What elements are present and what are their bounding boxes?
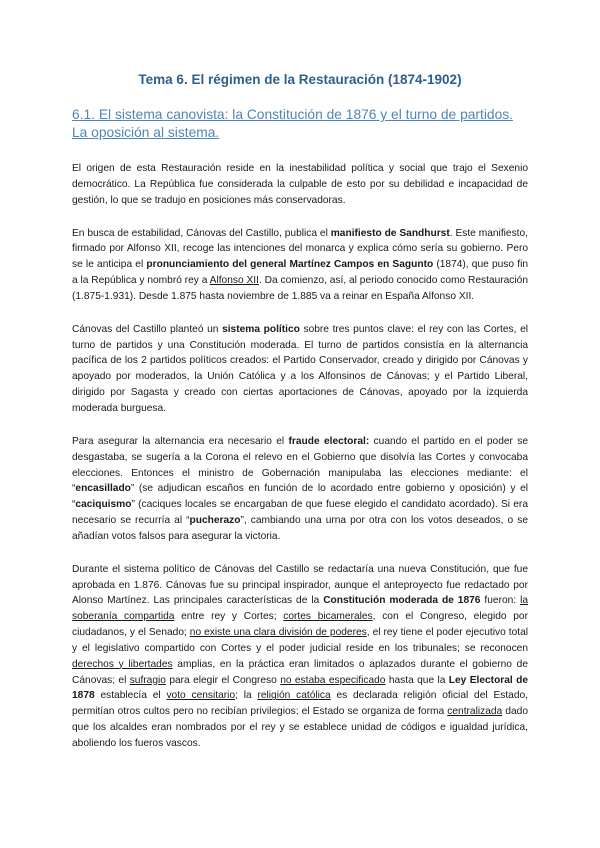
underlined-term: voto censitario	[166, 690, 236, 702]
paragraph-text: , el rey tiene el poder ejecutivo total y el legislativo compartido con Cortes y el poder judicial reside en los tribunales; se reconocen	[72, 627, 528, 654]
paragraph	[72, 226, 528, 305]
paragraph	[72, 562, 528, 752]
underlined-term: cortes bicamerales	[283, 611, 373, 623]
section-heading: 6.1. El sistema canovista: la Constitución de 1876 y el turno de partidos. La oposición al sistema.	[72, 107, 513, 140]
paragraph	[72, 434, 528, 545]
paragraph-text: Durante el sistema político de Cánovas del Castillo se redactaría una nueva Constitución, que fue aprobada en 1.876. Cánovas fue su principal inspirador, aunque el anteproyecto fue redactado por Alonso Martínez. Las principales características de la	[72, 563, 528, 607]
bold-term: pronunciamiento del general Martínez Campos en Sagunto	[146, 259, 434, 271]
underlined-term: centralizada	[447, 706, 503, 718]
underlined-term: derechos y libertades	[72, 658, 173, 670]
paragraph-text: El origen de esta Restauración reside en la inestabilidad política y social que trajo el Sexenio democrático. La República fue considerada la culpable de esto por su debilidad e incapacidad de gestión, lo que se tradujo en posiciones más conservadoras.	[72, 163, 528, 206]
bold-term: pucherazo	[189, 515, 241, 527]
underlined-term: sufragio	[129, 674, 166, 686]
bold-term: Ley Electoral de 1878	[72, 674, 529, 702]
bold-term: Constitución moderada de 1876	[323, 595, 481, 607]
document-title: Tema 6. El régimen de la Restauración (1874-1902)	[138, 72, 462, 87]
paragraph-text: ”, cambiando una urna por otra con los votos deseados, o se añadían votos falsos para asegurar la victoria.	[72, 515, 528, 542]
paragraph-text: Para asegurar la alternancia era necesario el	[72, 435, 289, 447]
paragraph-text: fueron:	[480, 595, 521, 607]
paragraph-text: es declarada religión oficial del Estado, permitían otros cultos pero no recibían privilegios; el Estado se organiza de forma	[72, 690, 528, 718]
underlined-term: la soberanía compartida	[72, 595, 528, 623]
paragraph-text: (1874), que puso fin a la República y nombró rey a	[72, 259, 528, 287]
bold-term: fraude electoral:	[288, 435, 370, 447]
paragraph-text: para elegir el Congreso	[165, 674, 281, 686]
bold-term: encasillado	[75, 483, 131, 495]
paragraph-text: Cánovas del Castillo planteó un	[72, 323, 223, 335]
paragraph-text: , con el Congreso, elegido por ciudadanos, y el Senado;	[72, 611, 528, 639]
paragraph-text: ; la	[235, 690, 258, 702]
paragraph-text: sobre tres puntos clave: el rey con las Cortes, el turno de partidos y una Constitución moderada. El turno de partidos consistía en la alternancia pacífica de los 2 partidos políticos creados: el Partido Conservador, creado y dirigido por Cánovas y apoyado por moderados, la Unión Católica y a los Alfonsinos de Cánovas; y el Partido Liberal, dirigido por Sagasta y creado con ciertas aportaciones de Cánovas, apoyado por la izquierda moderada burguesa.	[72, 323, 529, 414]
bold-term: manifiesto de Sandhurst	[330, 227, 450, 239]
paragraph-text: ” (caciques locales se encargaban de que fuese elegido el candidato acordado). Si era necesario se recurría al “	[72, 499, 528, 527]
paragraph	[72, 161, 528, 209]
paragraph-text: En busca de estabilidad, Cánovas del Castillo, publica el	[72, 227, 331, 239]
paragraph-text: ” (se adjudican escaños en función de lo acordado entre gobierno y oposición) y el “	[72, 483, 528, 511]
document-body	[72, 161, 528, 769]
underlined-term: no estaba especificado	[280, 674, 386, 686]
paragraph-text: amplias, en la práctica eran limitados o aplazados durante el gobierno de Cánovas; el	[72, 658, 528, 686]
paragraph-text: dado que los alcaldes eran nombrados por el rey y se establece unidad de códigos e igualdad jurídica, aboliendo los fueros vascos.	[72, 706, 528, 749]
underlined-term: Alfonso XII	[209, 275, 259, 287]
paragraph-text: . Da comienzo, así, al periodo conocido como Restauración (1.875-1.931). Desde 1.875 hasta noviembre de 1.885 va a reinar en España Alfonso XII.	[72, 275, 528, 302]
paragraph-text: establecía el	[94, 690, 167, 702]
paragraph	[72, 322, 528, 417]
underlined-term: no existe una clara división de poderes	[189, 627, 367, 639]
underlined-term: religión católica	[257, 690, 331, 702]
bold-term: caciquismo	[75, 499, 132, 511]
paragraph-text: entre rey y Cortes;	[174, 611, 284, 623]
bold-term: sistema político	[222, 323, 300, 335]
paragraph-text: cuando el partido en el poder se desgastaba, se sugería a la Corona el relevo en el Gobierno que disolvía las Cortes y convocaba elecciones. Entonces el ministro de Gobernación manipulaba las elecciones mediante: el “	[72, 435, 529, 495]
paragraph-text: . Este manifiesto, firmado por Alfonso XII, recoge las intenciones del monarca y explica cómo sería su gobierno. Pero se le anticipa el	[72, 227, 529, 271]
paragraph-text: hasta que la	[385, 674, 449, 686]
